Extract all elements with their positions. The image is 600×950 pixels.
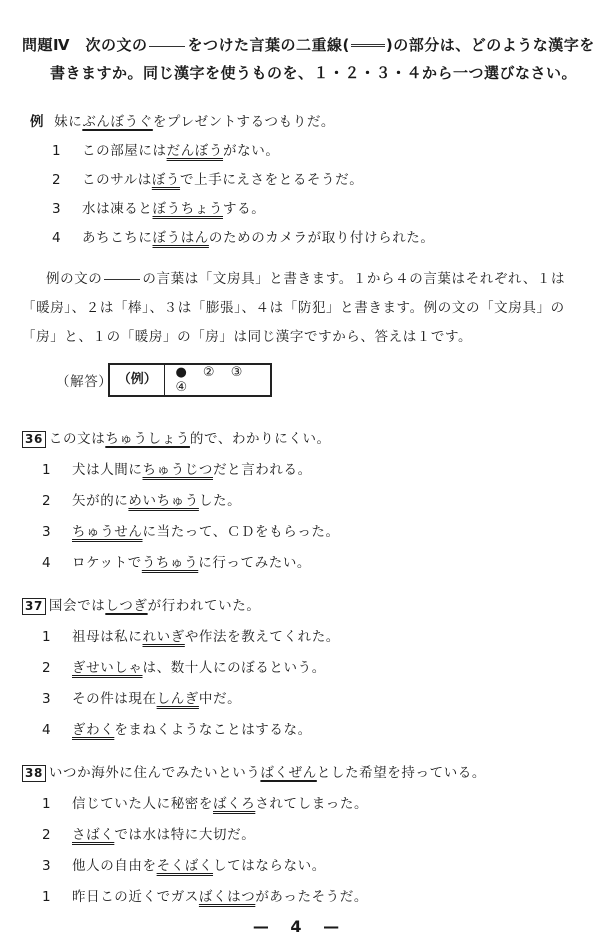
text: 中だ。: [198, 691, 242, 707]
q38-option-4: [42, 885, 368, 905]
explanation-line-2: 「暖房」、２は「棒」、３は「膨張」、４は「防犯」と書きます。例の文の「文房具」の: [22, 300, 565, 316]
example-option-1: [52, 139, 279, 159]
text: 犬は人間に: [72, 462, 143, 478]
option-number: 1: [42, 796, 52, 812]
option-number: 2: [52, 172, 62, 188]
text: いつか海外に住んでみたいという: [48, 765, 261, 781]
option-number: 4: [42, 555, 52, 571]
question-36: [22, 427, 331, 448]
target-word: めいちゅう: [128, 493, 199, 509]
text: 他人の自由を: [72, 858, 157, 874]
text: とした希望を持っている。: [316, 765, 487, 781]
text: が行われていた。: [147, 598, 261, 614]
text: この文は: [48, 431, 106, 447]
target-word: そくばく: [156, 858, 214, 874]
text: このサルは: [82, 172, 152, 188]
text: のためのカメラが取り付けられた。: [208, 230, 435, 246]
option-number: 2: [42, 827, 52, 843]
option-number: 3: [52, 201, 62, 217]
target-word: ばくろ: [213, 796, 256, 812]
option-number: 4: [52, 230, 62, 246]
text: 例の文の: [46, 271, 103, 287]
target-word: ちゅうせん: [72, 524, 143, 540]
example-label: 例: [30, 114, 45, 130]
q37-option-2: [42, 656, 326, 676]
option-number: 2: [42, 660, 52, 676]
q38-option-1: [42, 792, 368, 812]
text: 妹に: [54, 114, 83, 130]
target-word: ちゅうじつ: [142, 462, 213, 478]
text: や作法を教えてくれた。: [184, 629, 340, 645]
text: する。: [223, 201, 266, 217]
text: 矢が的に: [72, 493, 129, 509]
example-sentence: [30, 110, 335, 130]
question-number: 37: [22, 598, 46, 615]
option-number: 1: [42, 629, 52, 645]
q36-option-3: [42, 520, 340, 540]
text: 祖母は私に: [72, 629, 143, 645]
example-option-4: [52, 226, 435, 246]
text: があったそうだ。: [255, 889, 368, 905]
text: してはならない。: [213, 858, 326, 874]
target-word: うちゅう: [141, 555, 199, 571]
q36-option-1: [42, 458, 312, 478]
option-number: 1: [42, 462, 52, 478]
instruction-text: をつけた言葉の二重線(: [187, 36, 350, 54]
target-word: ばくぜん: [260, 765, 317, 781]
q37-option-4: [42, 718, 312, 738]
text: は、数十人にのぼるという。: [142, 660, 326, 676]
page-number: — 4 —: [252, 917, 348, 936]
text: をまねくようなことはするな。: [114, 722, 312, 738]
single-underline-sample: [104, 279, 140, 280]
target-word: ちゅうしょう: [105, 431, 190, 447]
target-word: ぶんぼうぐ: [82, 114, 153, 130]
text: では水は特に大切だ。: [114, 827, 256, 843]
answer-prefix: （解答）: [56, 374, 113, 390]
text: だと言われる。: [213, 462, 312, 478]
target-word: ぼう: [151, 172, 181, 188]
single-underline-sample: [149, 46, 185, 47]
target-word: ばくはつ: [198, 889, 256, 905]
option-number: 2: [42, 493, 52, 509]
instruction-line-2: 書きますか。同じ漢字を使うものを、１・２・３・４から一つ選びなさい。: [50, 64, 578, 82]
text: の言葉は「文房具」と書きます。１から４の言葉はそれぞれ、１は: [142, 271, 566, 287]
target-word: さばく: [72, 827, 115, 843]
text: 水は凍ると: [82, 201, 153, 217]
text: 的で、わかりにくい。: [189, 431, 331, 447]
text: に行ってみたい。: [198, 555, 312, 571]
option-number: 3: [42, 858, 52, 874]
text: 信じていた人に秘密を: [72, 796, 213, 812]
explanation-line-3: 「房」と、１の「暖房」の「房」は同じ漢字ですから、答えは１です。: [22, 329, 473, 345]
target-word: ぼうちょう: [152, 201, 223, 217]
q36-option-2: [42, 489, 241, 509]
q36-option-4: [42, 551, 311, 571]
option-number: 3: [42, 691, 52, 707]
text: あちこちに: [82, 230, 153, 246]
target-word: ぎせいしゃ: [72, 660, 143, 676]
answer-box-options: ● ② ③ ④: [175, 365, 249, 395]
text: した。: [198, 493, 242, 509]
example-option-2: [52, 168, 363, 188]
target-word: しんぎ: [156, 691, 199, 707]
question-37: [22, 594, 260, 615]
text: 昨日この近くでガス: [72, 889, 199, 905]
target-word: ぎわく: [72, 722, 115, 738]
text: その件は現在: [72, 691, 157, 707]
option-number: 4: [42, 722, 52, 738]
instruction-text: 問題Ⅳ 次の文の: [22, 36, 148, 54]
target-word: しつぎ: [105, 598, 148, 614]
text: がない。: [223, 143, 280, 159]
target-word: だんぼう: [166, 143, 224, 159]
question-38: [22, 761, 486, 782]
text: をプレゼントするつもりだ。: [152, 114, 336, 130]
answer-box: [108, 363, 272, 397]
target-word: ぼうはん: [152, 230, 209, 246]
answer-box-label: （例）: [110, 365, 165, 395]
q37-option-1: [42, 625, 340, 645]
example-option-3: [52, 197, 265, 217]
instruction-text: )の部分は、どのような漢字を: [385, 36, 595, 54]
target-word: れいぎ: [142, 629, 185, 645]
question-number: 36: [22, 431, 46, 448]
option-number: 1: [42, 889, 52, 905]
text: で上手にえさをとるそうだ。: [180, 172, 364, 188]
text: に当たって、ＣＤをもらった。: [142, 524, 340, 540]
text: この部屋には: [82, 143, 167, 159]
q38-option-3: [42, 854, 326, 874]
option-number: 3: [42, 524, 52, 540]
text: されてしまった。: [255, 796, 369, 812]
text: 国会では: [48, 598, 106, 614]
q38-option-2: [42, 823, 255, 843]
instruction-line-1: [22, 34, 595, 55]
double-underline-sample: [351, 44, 385, 47]
text: ロケットで: [72, 555, 142, 571]
q37-option-3: [42, 687, 241, 707]
explanation-line-1: [46, 267, 565, 287]
option-number: 1: [52, 143, 62, 159]
question-number: 38: [22, 765, 46, 782]
